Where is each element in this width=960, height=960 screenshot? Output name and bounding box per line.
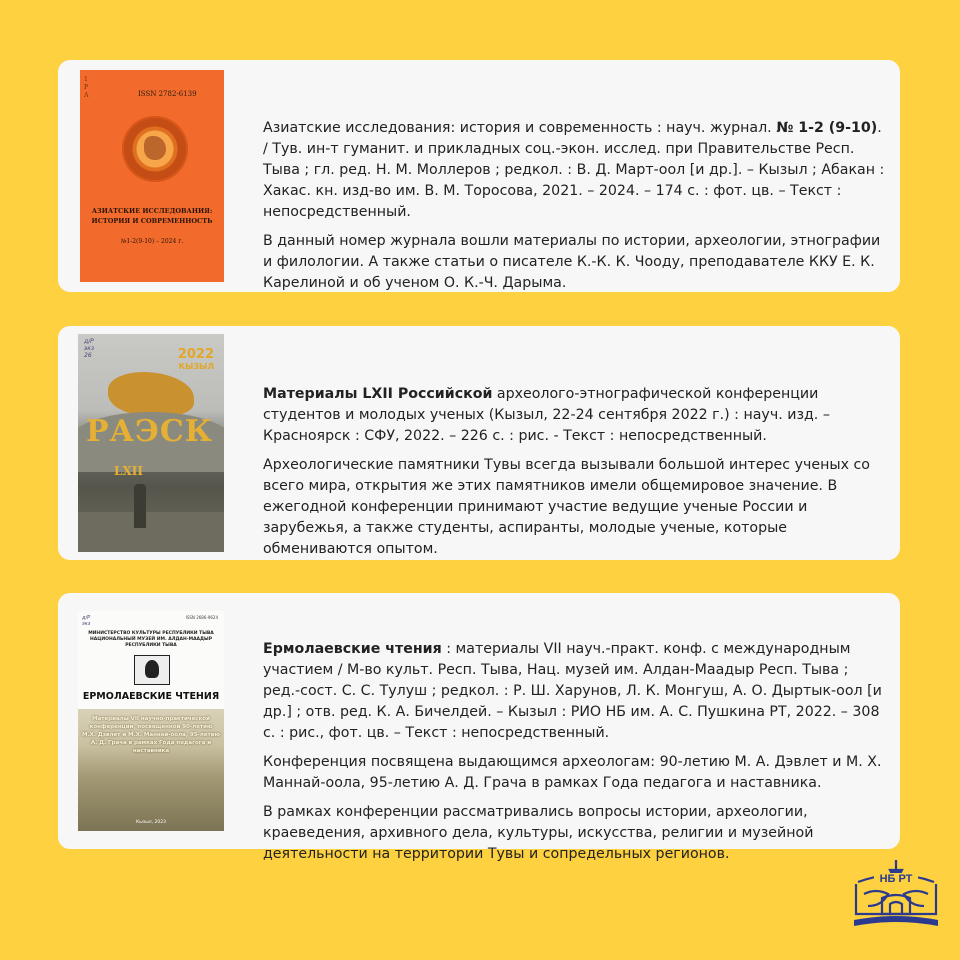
book-description: Археологические памятники Тувы всегда вызывали большой интерес ученых со всего мира, открытия же этих памятников имели общемировое значение. В ежегодной конференции принимают участие ведущие ученые России и зарубежья, а также студенты, аспиранты, молодые ученые, которые обмениваются опытом.: [263, 457, 870, 557]
bibliographic-record: Азиатские исследования: история и современность : науч. журнал. № 1-2 (9-10). / Тув. ин-т гуманит. и прикладных соц.-экон. исслед. при Правительстве Респ. Тыва ; гл. ред. Н. М. Моллеров ; редкол. : В. Д. Март-оол [и др.]. – Кызыл ; Абакан : Хакас. кн. изд-во им. В. М. Торосова, 2021. – 2024. – 174 с. : фот. цв. – Текст : непосредственный.: [263, 120, 885, 220]
museum-logo-icon: [134, 655, 170, 685]
book-cover-1[interactable]: 1 Р А ISSN 2782-6139 АЗИАТСКИЕ ИССЛЕДОВАНИЯ: ИСТОРИЯ И СОВРЕМЕННОСТЬ №1-2(9-10) – 2024 г.: [80, 70, 224, 282]
cover-brand: РАЭСК: [86, 414, 214, 449]
cover-publisher: МИНИСТЕРСТВО КУЛЬТУРЫ РЕСПУБЛИКИ ТЫВА НАЦИОНАЛЬНЫЙ МУЗЕЙ ИМ. АЛДАН-МААДЫР РЕСПУБЛИКИ ТЫВА: [88, 631, 214, 648]
golden-deer-icon: [108, 372, 194, 416]
book-description: В рамках конференции рассматривались вопросы истории, археологии, краеведения, архивного дела, культуры, искусства, религии и музейной деятельности на территории Тувы и сопредельных регионов.: [263, 804, 814, 862]
book-cover-2[interactable]: д/Р экз 26 2022 КЫЗЫЛ РАЭСК LXII: [78, 334, 224, 552]
book-description: Конференция посвящена выдающимся археологам: 90-летию М. А. Дэвлет и М. Х. Маннай-оола, 95-летию А. Д. Грача в рамках Года педагога и наставника.: [263, 754, 882, 791]
cover-city: КЫЗЫЛ: [178, 362, 214, 371]
logo-text: НБ РТ: [879, 873, 913, 885]
book-text-1: [263, 118, 886, 302]
book-card-3: [58, 593, 900, 862]
bibliographic-record: Материалы LXII Российской археолого-этнографической конференции студентов и молодых ученых (Кызыл, 22-24 сентября 2022 г.) : науч. изд. – Красноярск : СФУ, 2022. – 226 с. : рис. - Текст : непосредственный.: [263, 386, 830, 444]
cover-issn: ISSN 2782-6139: [138, 90, 197, 98]
deer-stone-icon: [134, 484, 146, 528]
cover-title: ЕРМОЛАЕВСКИЕ ЧТЕНИЯ: [82, 691, 220, 702]
cover-issn: ISSN 2686-9624: [185, 615, 218, 620]
cover-number: LXII: [114, 464, 143, 478]
book-cover-3[interactable]: д/Р экз ISSN 2686-9624 МИНИСТЕРСТВО КУЛЬТУРЫ РЕСПУБЛИКИ ТЫВА НАЦИОНАЛЬНЫЙ МУЗЕЙ ИМ. АЛДАН-МААДЫР РЕСПУБЛИКИ ТЫВА ЕРМОЛАЕВСКИЕ ЧТЕНИЯ Материалы VII научно-практической конференции, посвященной 90-летию М.Х. Дэвлет и М.Х. Манней-оола, 95-летию А. Д. Грача в рамках Года педагога и наставника Кызыл, 2023: [78, 611, 224, 831]
book-description: В данный номер журнала вошли материалы по истории, археологии, этнографии и филологии. А также статьи о писателе К.-К. К. Чооду, преподавателе ККУ Е. К. Карелиной и об ученом О. К.-Ч. Дарыма.: [263, 233, 881, 291]
cover-subtitle: Материалы VII научно-практической конференции, посвященной 90-летию М.Х. Дэвлет и М.Х. Манней-оола, 95-летию А. Д. Грача в рамках Года педагога и наставника: [82, 716, 220, 754]
cover-issue: №1-2(9-10) – 2024 г.: [120, 238, 184, 245]
cover-title: АЗИАТСКИЕ ИССЛЕДОВАНИЯ: ИСТОРИЯ И СОВРЕМЕННОСТЬ: [91, 207, 213, 225]
book-card-2: [58, 326, 900, 560]
book-text-3: [263, 639, 886, 873]
library-logo-icon[interactable]: [852, 858, 940, 928]
emblem-icon: [122, 116, 188, 182]
book-card-1: [58, 60, 900, 292]
book-text-2: [263, 384, 886, 568]
cover-year: 2022: [177, 347, 214, 362]
bibliographic-record: Ермолаевские чтения : материалы VII науч.-практ. конф. с международным участием / М-во культ. Респ. Тыва, Нац. музей им. Алдан-Маадыр Респ. Тыва ; ред.-сост. С. С. Тулуш ; редкол. : Р. Ш. Харунов, Л. К. Монгуш, А. О. Дыртык-оол [и др.] ; отв. ред. К. А. Бичелдей. – Кызыл : РИО НБ им. А. С. Пушкина РТ, 2022. – 308 с. : рис., фот. цв. – Текст : непосредственный.: [263, 641, 882, 741]
cover-city: Кызыл, 2023: [136, 820, 166, 825]
